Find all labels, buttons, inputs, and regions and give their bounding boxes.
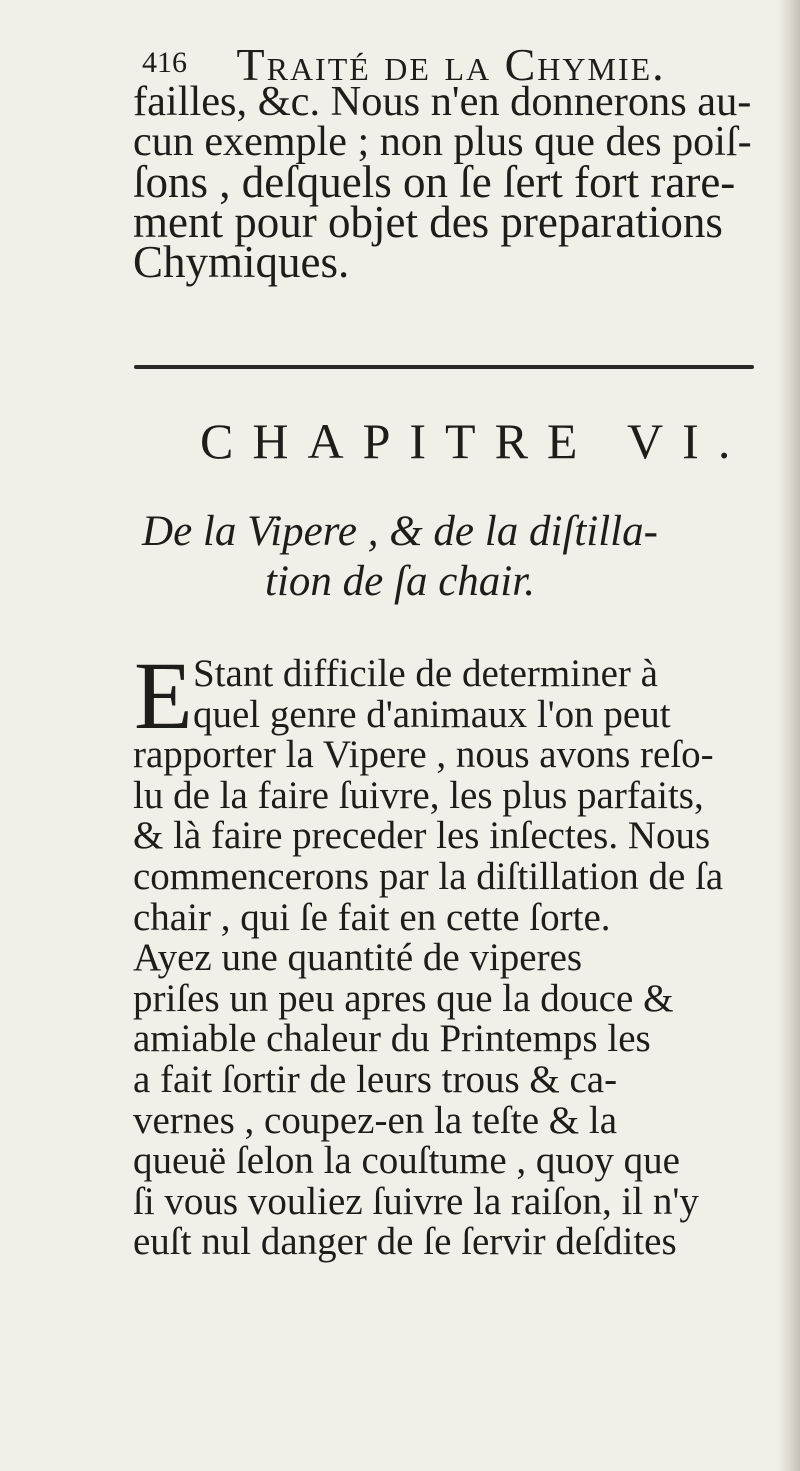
page-edge-shadow — [778, 0, 800, 1471]
text-line: Ayez une quantité de viperes — [133, 936, 583, 980]
text-line: ment pour objet des preparations — [133, 197, 723, 247]
text-line: chair , qui ſe fait en cette ſorte. — [133, 895, 611, 939]
text-line: Stant difficile de determiner à — [193, 652, 658, 695]
page-number: 416 — [142, 46, 187, 79]
text-line: rapporter la Vipere , nous avons reſo- — [133, 733, 714, 777]
subtitle-line: tion de ſa chair. — [265, 558, 535, 605]
text-line: & là faire preceder les inſectes. Nous — [133, 814, 711, 858]
text-line: lu de la faire ſuivre, les plus parfaits, — [133, 773, 704, 817]
text-line: failles, &c. Nous n'en donnerons au- — [133, 78, 752, 125]
text-line: priſes un peu apres que la douce & — [133, 976, 674, 1020]
text-line: euſt nul danger de ſe ſervir deſdites — [133, 1220, 677, 1264]
text-line: cun exemple ; non plus que des poiſ- — [133, 118, 752, 165]
chapter-subtitle — [0, 507, 800, 607]
subtitle-line: De la Vipere , & de la diſtilla- — [142, 508, 658, 555]
body-paragraph — [133, 654, 759, 1263]
text-line: ſons , deſquels on ſe ſert fort rare- — [133, 157, 736, 207]
chapter-heading: CHAPITRE VI. — [200, 413, 750, 469]
section-divider-rule — [134, 365, 754, 369]
running-title: Traité de la Chymie. — [236, 39, 666, 90]
carryover-paragraph — [133, 78, 758, 287]
text-line: amiable chaleur du Printemps les — [133, 1017, 651, 1061]
text-line: queuë ſelon la couſtume , quoy que — [133, 1139, 680, 1183]
text-line: quel genre d'animaux l'on peut — [193, 692, 671, 736]
text-line: vernes , coupez-en la teſte & la — [133, 1098, 618, 1142]
text-line: ſi vous vouliez ſuivre la raiſon, il n'y — [133, 1179, 699, 1223]
text-line: Chymiques. — [133, 237, 350, 287]
text-line: a fait ſortir de leurs trous & ca- — [133, 1057, 618, 1101]
drop-cap: E — [134, 642, 193, 749]
text-line: commencerons par la diſtillation de ſa — [133, 854, 724, 898]
